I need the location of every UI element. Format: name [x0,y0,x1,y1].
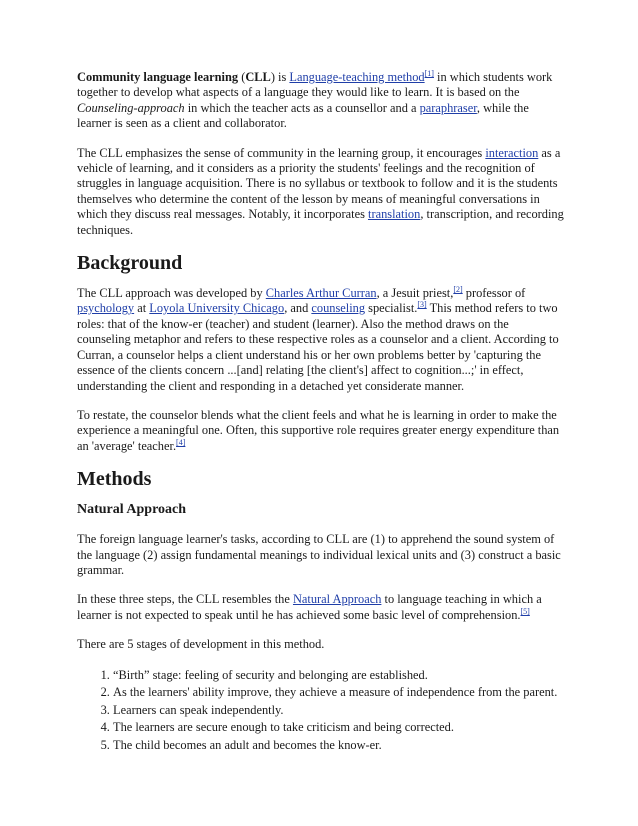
text-span: The CLL emphasizes the sense of community in the learning group, it encourages [77,145,486,160]
link-charles-arthur-curran[interactable]: Charles Arthur Curran [265,286,377,301]
text-span: ) is [270,70,290,84]
intro-paragraph [77,70,564,132]
text-span: professor of [462,286,526,301]
text-span: In these three steps, the CLL resembles the [77,592,293,607]
methods-paragraph-2 [77,592,564,623]
link-natural-approach[interactable]: Natural Approach [292,592,382,607]
text-span: This method refers to two roles: that of the know-er (teacher) and student (learner). Also the method draws on the counseling metaphor and refers to these respective roles as a counselor and a client. According to Curran, a counselor helps a client understand his or her own problems better by 'capturing the essence of the clients concern ...[and] relating [the client's] affect to cognition...;' in effect, understanding the client and responding in a detached yet considerate manner. [77,301,559,393]
ref-link-2[interactable]: [2] [453,284,463,294]
list-item: 2. As the learners' ability improve, they achieve a measure of independence from the parent. [113,684,564,702]
text-span: specialist. [365,301,418,316]
background-paragraph-2 [77,408,564,454]
background-paragraph-1 [77,286,564,394]
link-language-teaching-method[interactable]: Language-teaching method [289,70,425,84]
stages-list [77,667,564,755]
link-psychology[interactable]: psychology [77,301,135,316]
list-item: 5. The child becomes an adult and becomes the know-er. [113,737,564,755]
text-span: , a Jesuit priest, [376,286,454,301]
text-span: in which students work together to develop what aspects of a language they would like to learn. It is based on the [77,70,553,100]
text-span: , transcription, and recording techniques. [77,207,564,237]
link-interaction[interactable]: interaction [485,145,539,160]
text-span: , while the learner is seen as a client and collaborator. [77,100,529,131]
methods-paragraph-3: There are 5 stages of development in this method. [77,637,325,652]
term-bold: Community language learning [77,70,239,84]
link-loyola-university-chicago[interactable]: Loyola University Chicago [149,301,285,316]
methods-heading: Methods [77,468,152,491]
link-translation[interactable]: translation [368,207,421,222]
text-span: as a vehicle of learning, and it considers as a priority the students' feelings and the recognition of struggles in language acquisition. There is no syllabus or textbook to follow and it is the students themselves who determine the content of the lesson by means of meaningful conversations in which they discuss real messages. Notably, it incorporates [77,145,561,222]
counseling-approach-italic: Counseling-approach [77,100,185,115]
methods-paragraph-1: The foreign language learner's tasks, according to CLL are (1) to apprehend the sound system of the language (2) assign fundamental meanings to individual lexical units and (3) construct a basic grammar. [77,532,561,577]
text-span: in which the teacher acts as a counsellor and a [184,100,420,115]
text-span: , and [284,301,312,316]
text-span: at [134,301,150,316]
natural-approach-subheading: Natural Approach [77,502,187,518]
document-page [77,70,564,755]
list-item: 3. Learners can speak independently. [113,702,564,720]
text-span: To restate, the counselor blends what the client feels and what he is learning in order to make the experience a meaningful one. Often, this supportive role requires greater energy expenditure than an 'average' teacher. [77,407,560,453]
ref-link-5[interactable]: [5] [520,606,530,616]
list-item: 4. The learners are secure enough to take criticism and being corrected. [113,719,564,737]
background-heading: Background [77,252,183,275]
ref-link-4[interactable]: [4] [176,437,186,447]
abbr-bold: CLL [245,70,271,84]
ref-link-3[interactable]: [3] [417,300,427,310]
text-span: to language teaching in which a learner is not expected to speak until he has achieved some basic level of comprehension. [77,592,542,622]
ref-link-1[interactable]: [1] [424,68,434,78]
link-paraphraser[interactable]: paraphraser [419,100,477,115]
text-span: ( [238,70,246,84]
list-item: 1. “Birth” stage: feeling of security and belonging are established. [113,667,564,685]
text-span: The CLL approach was developed by [77,286,266,301]
cll-emphasis-paragraph [77,146,564,238]
link-counseling[interactable]: counseling [311,301,366,316]
